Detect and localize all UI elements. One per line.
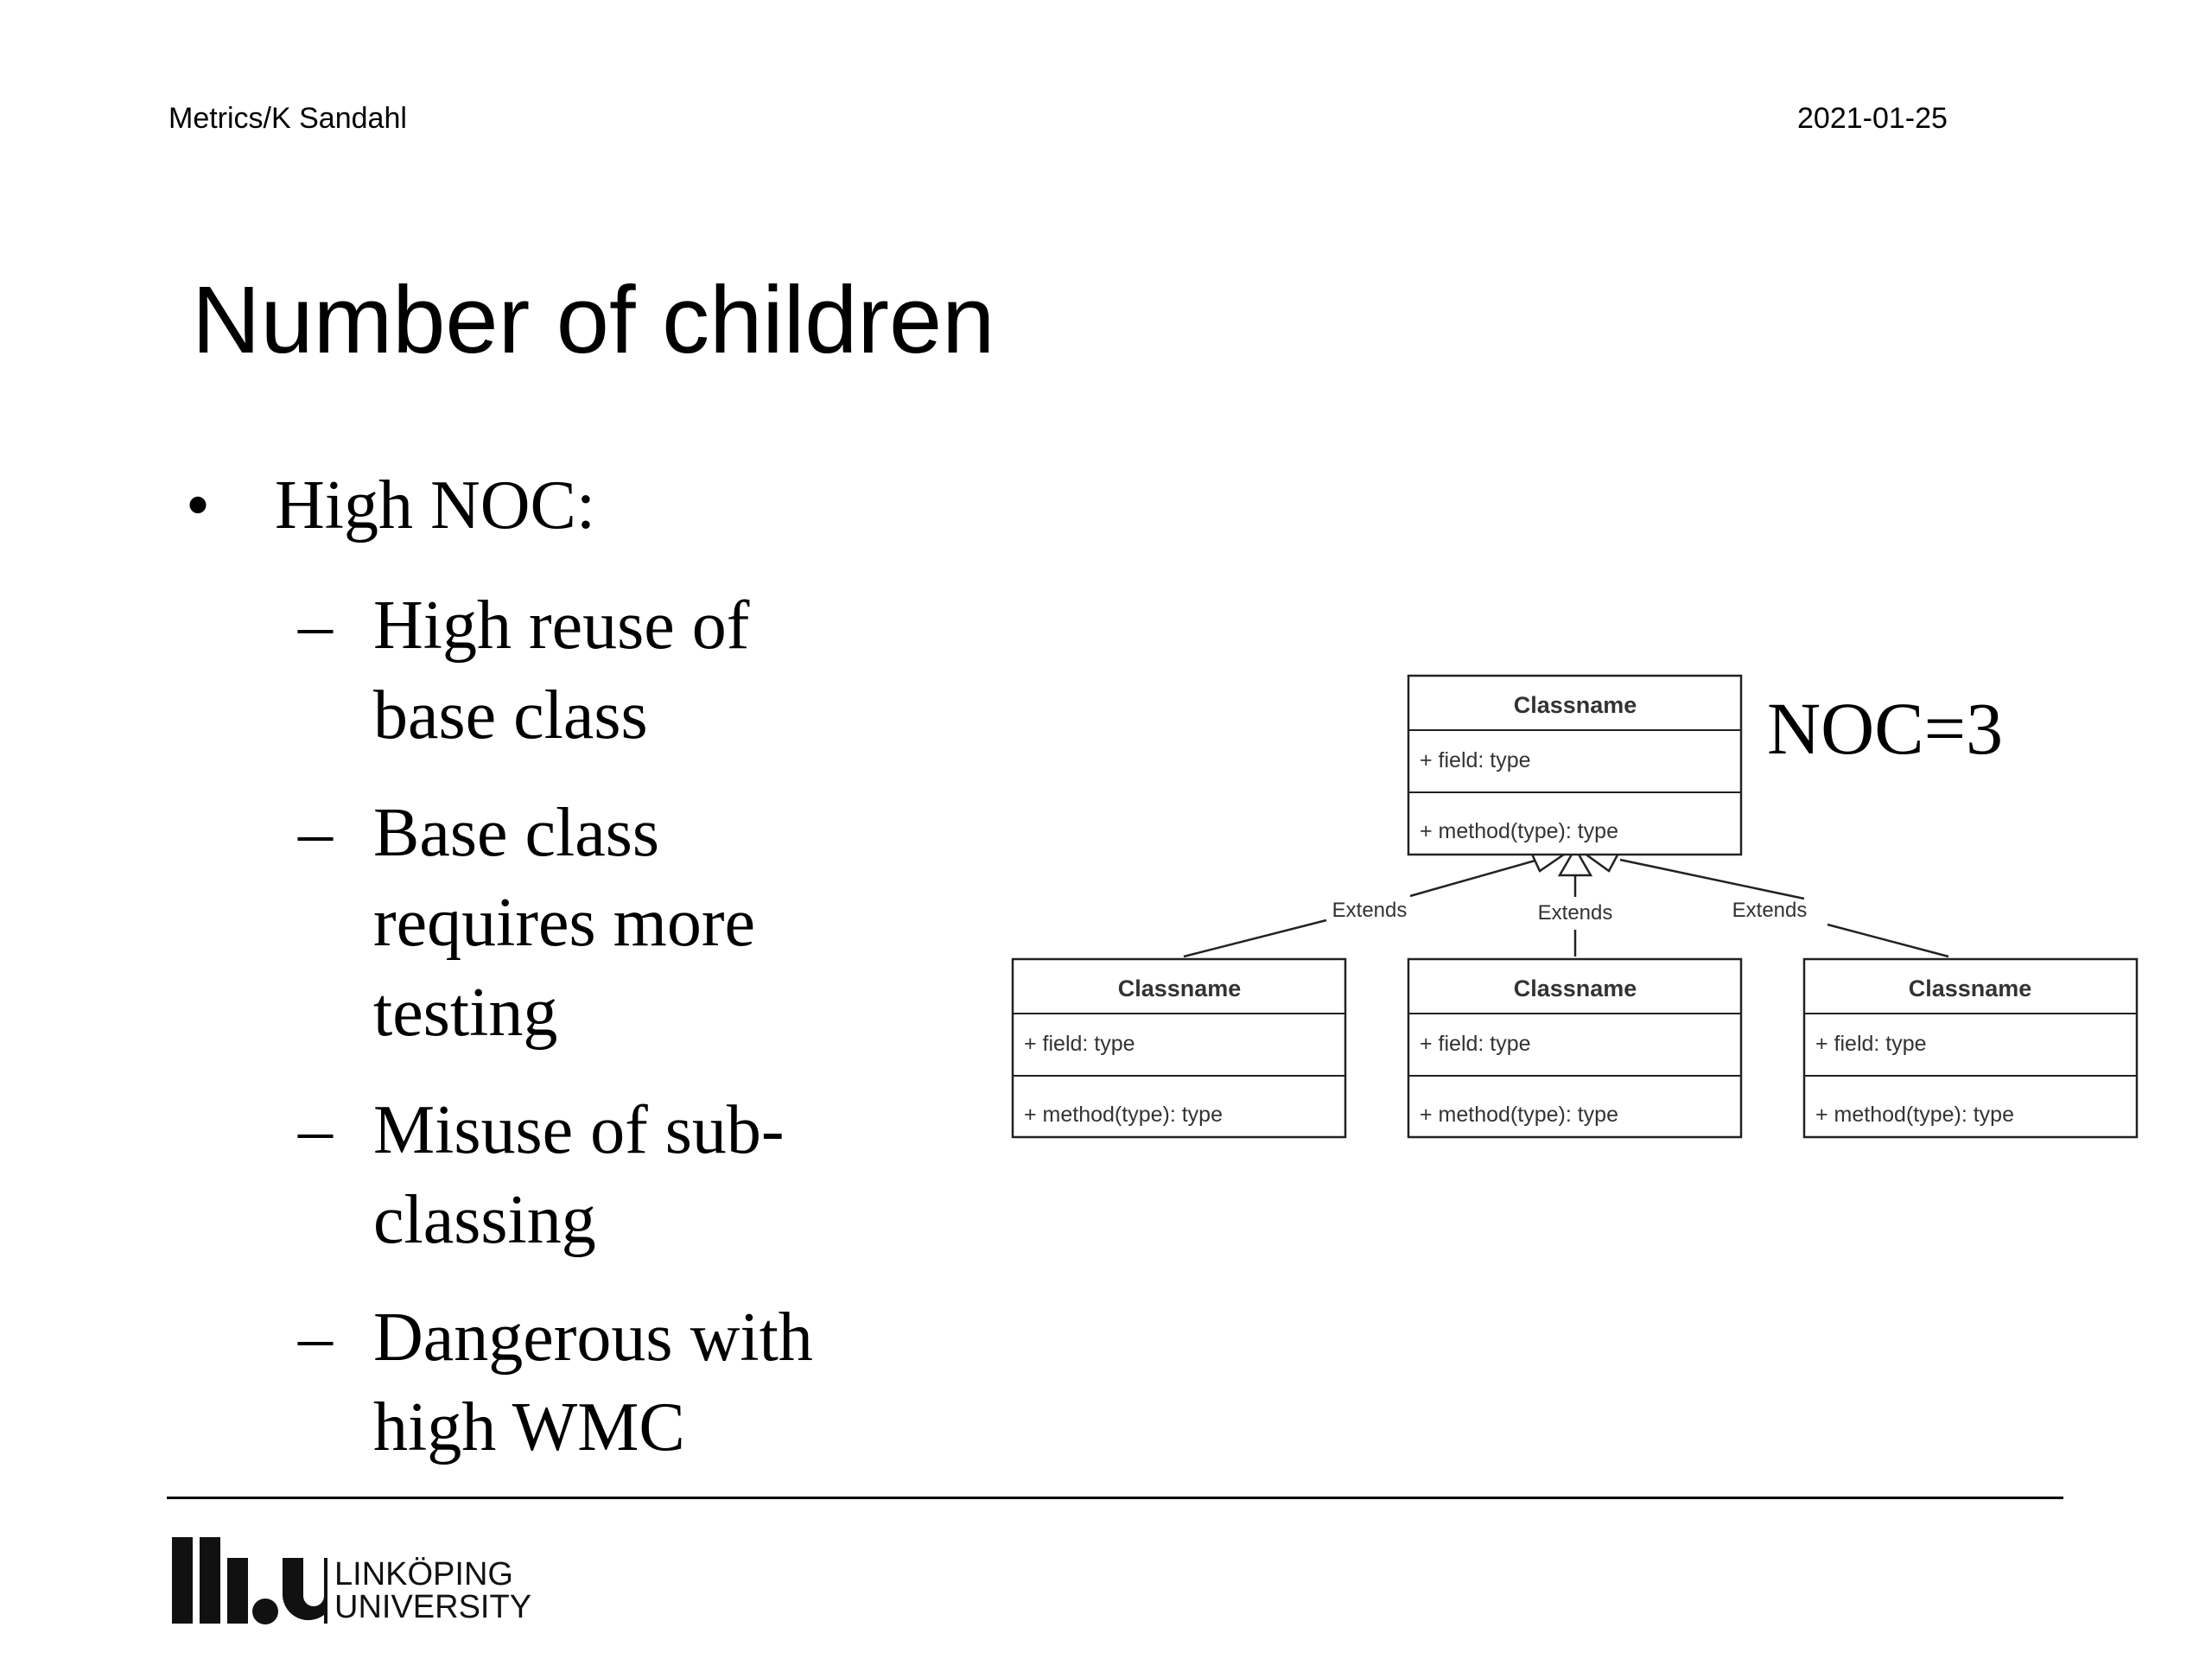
footer-divider: [167, 1497, 2063, 1499]
child-1-class-name: Classname: [1117, 976, 1242, 1001]
parent-class-method: + method(type): type: [1420, 819, 1618, 843]
header-date: 2021-01-25: [1797, 102, 1948, 135]
child-1-class-method: + method(type): type: [1024, 1103, 1223, 1127]
child-class-box-3: [1804, 959, 2137, 1137]
sub-bullet-4-line-2: high WMC: [373, 1389, 685, 1465]
child-class-box-1: [1013, 959, 1345, 1137]
sub-bullet-3-line-2: classing: [373, 1182, 596, 1258]
parent-class-name: Classname: [1513, 692, 1637, 718]
child-2-class-method: + method(type): type: [1420, 1103, 1618, 1127]
liu-logo-icon: [168, 1534, 328, 1629]
sub-bullet-1-line-1: High reuse of: [373, 588, 750, 664]
edge-right-upper: [1620, 860, 1804, 899]
header-left-text: Metrics/K Sandahl: [168, 102, 407, 135]
sub-bullet-3-line-1: Misuse of sub-: [373, 1092, 785, 1168]
noc-value-label: NOC=3: [1767, 687, 2004, 770]
slide-title: Number of children: [192, 267, 995, 373]
logo-line-1: LINKÖPING: [334, 1556, 513, 1592]
child-3-class-name: Classname: [1908, 976, 2032, 1001]
logo-wordmark: [334, 1558, 531, 1624]
edge-left-upper: [1410, 860, 1538, 896]
dash-marker: –: [298, 1092, 333, 1168]
child-3-class-field: + field: type: [1815, 1032, 1927, 1056]
sub-bullet-4-line-1: Dangerous with: [373, 1300, 813, 1376]
edge-label-left: Extends: [1332, 899, 1408, 922]
sub-bullet-1-line-2: base class: [373, 677, 648, 753]
logo-line-2: UNIVERSITY: [334, 1589, 532, 1625]
bullet-marker: •: [186, 467, 211, 543]
sub-bullet-2-line-1: Base class: [373, 795, 660, 871]
bullet-main-text: High NOC:: [275, 467, 596, 543]
child-3-class-method: + method(type): type: [1815, 1103, 2014, 1127]
linkoping-university-logo: [168, 1534, 531, 1629]
parent-class-field: + field: type: [1420, 748, 1531, 772]
child-2-class-field: + field: type: [1420, 1032, 1531, 1056]
sub-bullet-2-line-2: requires more: [373, 885, 756, 961]
edge-label-middle: Extends: [1537, 901, 1613, 925]
parent-class-box: [1408, 676, 1741, 855]
child-1-class-field: + field: type: [1024, 1032, 1135, 1056]
bullet-main: [186, 462, 595, 549]
edge-right: [1827, 925, 1948, 957]
child-class-box-2: [1408, 959, 1741, 1137]
dash-marker: –: [298, 795, 333, 871]
dash-marker: –: [298, 1300, 333, 1376]
sub-bullet-2-line-3: testing: [373, 975, 558, 1051]
edge-label-right: Extends: [1732, 899, 1808, 922]
edge-left: [1184, 920, 1326, 957]
child-2-class-name: Classname: [1513, 976, 1637, 1001]
dash-marker: –: [298, 588, 333, 664]
